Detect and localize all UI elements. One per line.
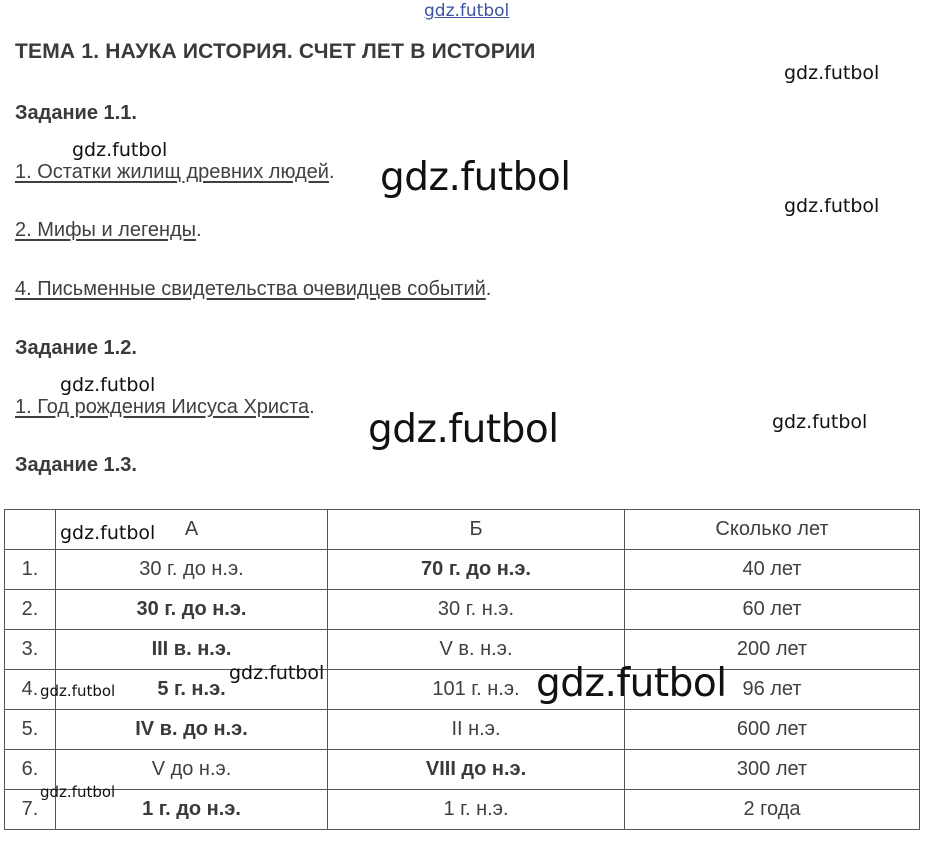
task-1-2-heading: Задание 1.2. xyxy=(15,337,137,359)
dates-table xyxy=(4,509,920,830)
header-cell-a: А xyxy=(56,510,328,550)
cell-years: 40 лет xyxy=(625,550,920,590)
watermark: gdz.futbol xyxy=(40,682,116,700)
cell-a: 30 г. до н.э. xyxy=(56,590,328,630)
watermark: gdz.futbol xyxy=(784,62,880,84)
cell-b: VIII до н.э. xyxy=(328,750,625,790)
table-row xyxy=(5,750,920,790)
watermark-large: gdz.futbol xyxy=(368,407,559,452)
watermark: gdz.futbol xyxy=(72,139,168,161)
row-number: 1. xyxy=(5,550,56,590)
task-1-1-answer-2: 2. Мифы и легенды. xyxy=(15,219,202,241)
task-1-1-heading: Задание 1.1. xyxy=(15,102,137,124)
table-row xyxy=(5,590,920,630)
cell-years: 96 лет xyxy=(625,670,920,710)
watermark-large: gdz.futbol xyxy=(536,661,727,706)
cell-a: IV в. до н.э. xyxy=(56,710,328,750)
page-title: ТЕМА 1. НАУКА ИСТОРИЯ. СЧЕТ ЛЕТ В ИСТОРИИ xyxy=(15,40,536,63)
row-number: 7. xyxy=(5,790,56,830)
watermark: gdz.futbol xyxy=(784,195,880,217)
cell-a: 1 г. до н.э. xyxy=(56,790,328,830)
answer-text: 1. Год рождения Иисуса Христа xyxy=(15,396,310,418)
cell-a: 30 г. до н.э. xyxy=(56,550,328,590)
task-1-1-answer-1: 1. Остатки жилищ древних людей. xyxy=(15,161,335,183)
table-row xyxy=(5,630,920,670)
cell-b: 1 г. н.э. xyxy=(328,790,625,830)
header-cell-number xyxy=(5,510,56,550)
cell-a: 5 г. н.э. xyxy=(56,670,328,710)
table-row xyxy=(5,790,920,830)
task-1-3-heading: Задание 1.3. xyxy=(15,454,137,476)
row-number: 5. xyxy=(5,710,56,750)
answer-text: 2. Мифы и легенды xyxy=(15,219,197,241)
cell-years: 2 года xyxy=(625,790,920,830)
cell-a: III в. н.э. xyxy=(56,630,328,670)
row-number: 2. xyxy=(5,590,56,630)
cell-years: 600 лет xyxy=(625,710,920,750)
table-row xyxy=(5,670,920,710)
cell-years: 200 лет xyxy=(625,630,920,670)
cell-years: 60 лет xyxy=(625,590,920,630)
cell-b: 30 г. н.э. xyxy=(328,590,625,630)
watermark-large: gdz.futbol xyxy=(380,155,571,200)
watermark: gdz.futbol xyxy=(60,374,156,396)
task-1-1-answer-3: 4. Письменные свидетельства очевидцев событий. xyxy=(15,278,492,300)
task-1-2-answer-1: 1. Год рождения Иисуса Христа. xyxy=(15,396,315,418)
cell-a: V до н.э. xyxy=(56,750,328,790)
table-row xyxy=(5,550,920,590)
cell-years: 300 лет xyxy=(625,750,920,790)
row-number: 6. xyxy=(5,750,56,790)
watermark: gdz.futbol xyxy=(60,522,156,544)
watermark: gdz.futbol xyxy=(229,662,325,684)
header-cell-years: Сколько лет xyxy=(625,510,920,550)
answer-text: 4. Письменные свидетельства очевидцев событий xyxy=(15,278,486,300)
table-row xyxy=(5,710,920,750)
row-number: 4. xyxy=(5,670,56,710)
watermark: gdz.futbol xyxy=(772,411,868,433)
cell-b: 101 г. н.э. xyxy=(328,670,625,710)
watermark-link-top[interactable]: gdz.futbol xyxy=(424,1,510,21)
cell-b: V в. н.э. xyxy=(328,630,625,670)
cell-b: 70 г. до н.э. xyxy=(328,550,625,590)
answer-text: 1. Остатки жилищ древних людей xyxy=(15,161,329,183)
header-cell-b: Б xyxy=(328,510,625,550)
watermark: gdz.futbol xyxy=(40,783,116,801)
row-number: 3. xyxy=(5,630,56,670)
cell-b: II н.э. xyxy=(328,710,625,750)
